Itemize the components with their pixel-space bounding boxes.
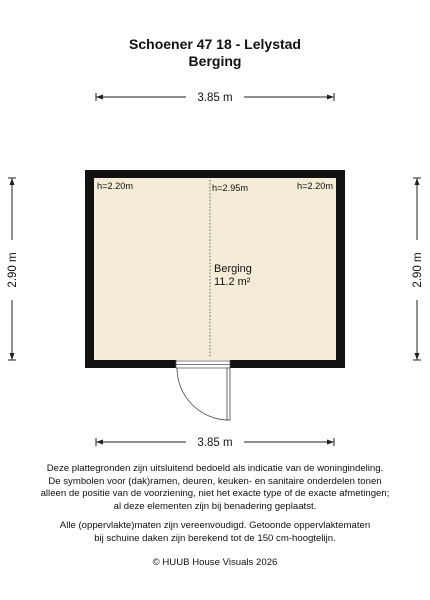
dimension-bottom [96,437,334,449]
door-leaf [227,368,230,420]
room-name: Berging [214,263,252,275]
dimension-top-label: 3.85 m [197,92,233,104]
height-label-left: h=2.20m [97,181,134,191]
height-label-right: h=2.20m [296,181,333,191]
disclaimer-block-2 [20,520,410,545]
copyright-notice: © HUUB House Visuals 2026 [152,557,278,568]
height-label-middle: h=2.95m [212,183,249,193]
door [176,360,230,420]
room-area: 11.2 m² [214,276,251,288]
page-subtitle: Berging [188,53,242,69]
disclaimer-block-1 [20,463,410,513]
page-title: Schoener 47 18 - Lelystad [129,36,301,52]
disclaimer-line: Alle (oppervlakte)maten zijn vereenvoudigd. Getoonde oppervlaktematen [59,520,371,531]
disclaimer-line: bij schuine daken zijn berekend tot de 150 cm-hoogtelijn. [94,532,336,544]
dimension-top [96,92,334,104]
dimension-left-label: 2.90 m [7,252,19,288]
dimension-right-label: 2.90 m [412,252,424,288]
disclaimer-line: alleen de positie van de voorziening, niet het exacte type of de exacte afmetingen; [40,488,390,500]
dimension-left [7,178,19,360]
dimension-bottom-label: 3.85 m [197,437,233,449]
disclaimer-line: al deze elementen zijn bij benadering geplaatst. [113,500,317,512]
disclaimer-line: De symbolen voor (dak)ramen, deuren, keuken- en sanitaire onderdelen tonen [48,475,382,487]
door-swing-arc [177,368,229,420]
dimension-right [412,178,424,360]
disclaimer-line: Deze plattegronden zijn uitsluitend bedoeld als indicatie van de woningindeling. [46,463,384,474]
